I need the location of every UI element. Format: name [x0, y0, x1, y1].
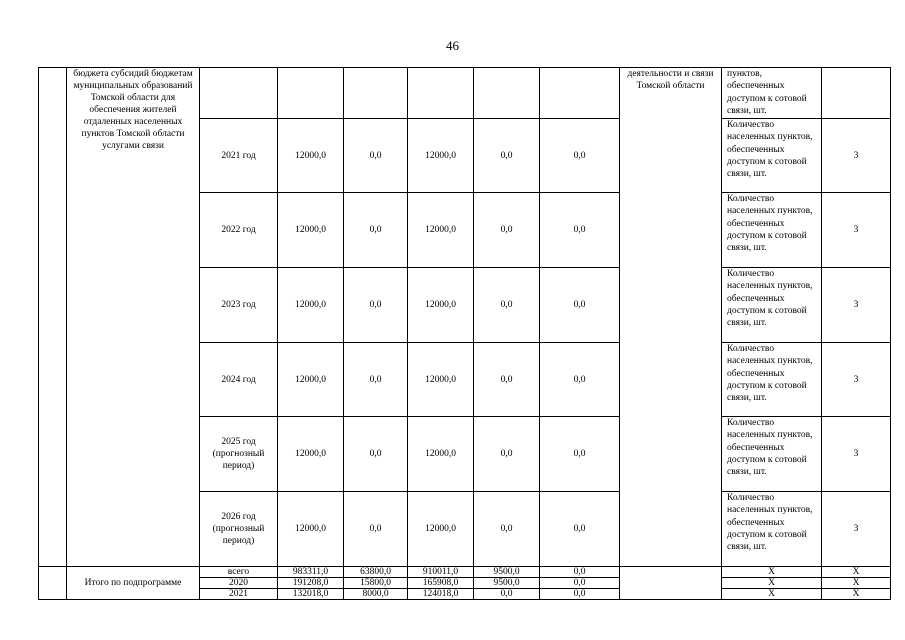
program-table — [38, 67, 891, 600]
regional-cell: 12000,0 — [408, 268, 474, 343]
local-cell: 0,0 — [474, 343, 540, 417]
federal-cell: 0,0 — [344, 417, 408, 492]
period-cell: всего — [200, 567, 278, 578]
federal-cell: 0,0 — [344, 492, 408, 567]
local-cell: 0,0 — [474, 193, 540, 268]
extra-cell — [540, 68, 620, 119]
indicator-name: Количество населенных пунктов, обеспеченных доступом к сотовой связи, шт. — [722, 492, 822, 567]
regional-cell: 12000,0 — [408, 492, 474, 567]
extra-cell: 0,0 — [540, 578, 620, 589]
indicator-value: 3 — [822, 343, 891, 417]
period-cell: 2025 год (прогнозный период) — [200, 417, 278, 492]
total-cell — [278, 68, 344, 119]
indicator-name: Количество населенных пунктов, обеспеченных доступом к сотовой связи, шт. — [722, 119, 822, 193]
extra-cell: 0,0 — [540, 589, 620, 600]
federal-cell: 0,0 — [344, 343, 408, 417]
x-cell: X — [822, 589, 891, 600]
indicator-value: 3 — [822, 492, 891, 567]
indicator-value — [822, 68, 891, 119]
total-cell: 12000,0 — [278, 492, 344, 567]
indicator-value: 3 — [822, 119, 891, 193]
regional-cell: 124018,0 — [408, 589, 474, 600]
local-cell: 0,0 — [474, 492, 540, 567]
regional-cell: 165908,0 — [408, 578, 474, 589]
indicator-value: 3 — [822, 193, 891, 268]
x-cell: X — [822, 567, 891, 578]
indicator-name: Количество населенных пунктов, обеспеченных доступом к сотовой связи, шт. — [722, 343, 822, 417]
total-cell: 12000,0 — [278, 343, 344, 417]
local-cell: 0,0 — [474, 417, 540, 492]
regional-cell: 12000,0 — [408, 343, 474, 417]
x-cell: X — [722, 589, 822, 600]
executor-cell — [620, 567, 722, 600]
period-cell — [200, 68, 278, 119]
total-cell: 983311,0 — [278, 567, 344, 578]
executor-cell: деятельности и связи Томской области — [620, 68, 722, 567]
federal-cell: 15800,0 — [344, 578, 408, 589]
indicator-name: пунктов, обеспеченных доступом к сотовой связи, шт. — [722, 68, 822, 119]
extra-cell: 0,0 — [540, 492, 620, 567]
activity-name: бюджета субсидий бюджетам муниципальных образований Томской области для обеспечения жителей отдаленных населенных пунктов Томской области услугами связи — [67, 68, 200, 567]
local-cell: 9500,0 — [474, 567, 540, 578]
x-cell: X — [822, 578, 891, 589]
regional-cell: 12000,0 — [408, 417, 474, 492]
regional-cell: 12000,0 — [408, 193, 474, 268]
federal-cell: 0,0 — [344, 193, 408, 268]
federal-cell: 0,0 — [344, 119, 408, 193]
total-cell: 132018,0 — [278, 589, 344, 600]
period-cell: 2020 — [200, 578, 278, 589]
period-cell: 2026 год (прогнозный период) — [200, 492, 278, 567]
extra-cell: 0,0 — [540, 417, 620, 492]
regional-cell: 910011,0 — [408, 567, 474, 578]
indicator-name: Количество населенных пунктов, обеспеченных доступом к сотовой связи, шт. — [722, 268, 822, 343]
federal-cell: 63800,0 — [344, 567, 408, 578]
period-cell: 2024 год — [200, 343, 278, 417]
row-number-cell — [39, 567, 67, 600]
indicator-name: Количество населенных пунктов, обеспеченных доступом к сотовой связи, шт. — [722, 417, 822, 492]
local-cell — [474, 68, 540, 119]
local-cell: 0,0 — [474, 119, 540, 193]
extra-cell: 0,0 — [540, 268, 620, 343]
extra-cell: 0,0 — [540, 193, 620, 268]
regional-cell — [408, 68, 474, 119]
period-cell: 2023 год — [200, 268, 278, 343]
local-cell: 9500,0 — [474, 578, 540, 589]
indicator-value: 3 — [822, 268, 891, 343]
table-row — [39, 68, 891, 119]
local-cell: 0,0 — [474, 268, 540, 343]
x-cell: X — [722, 578, 822, 589]
row-number-cell — [39, 68, 67, 567]
x-cell: X — [722, 567, 822, 578]
totals-label: Итого по подпрограмме — [67, 567, 200, 600]
period-cell: 2022 год — [200, 193, 278, 268]
period-cell: 2021 год — [200, 119, 278, 193]
local-cell: 0,0 — [474, 589, 540, 600]
total-cell: 191208,0 — [278, 578, 344, 589]
total-cell: 12000,0 — [278, 193, 344, 268]
federal-cell — [344, 68, 408, 119]
federal-cell: 0,0 — [344, 268, 408, 343]
total-cell: 12000,0 — [278, 119, 344, 193]
total-cell: 12000,0 — [278, 268, 344, 343]
page-number: 46 — [446, 38, 459, 53]
totals-row — [39, 567, 891, 578]
regional-cell: 12000,0 — [408, 119, 474, 193]
extra-cell: 0,0 — [540, 119, 620, 193]
federal-cell: 8000,0 — [344, 589, 408, 600]
period-cell: 2021 — [200, 589, 278, 600]
indicator-name: Количество населенных пунктов, обеспеченных доступом к сотовой связи, шт. — [722, 193, 822, 268]
extra-cell: 0,0 — [540, 567, 620, 578]
total-cell: 12000,0 — [278, 417, 344, 492]
extra-cell: 0,0 — [540, 343, 620, 417]
indicator-value: 3 — [822, 417, 891, 492]
